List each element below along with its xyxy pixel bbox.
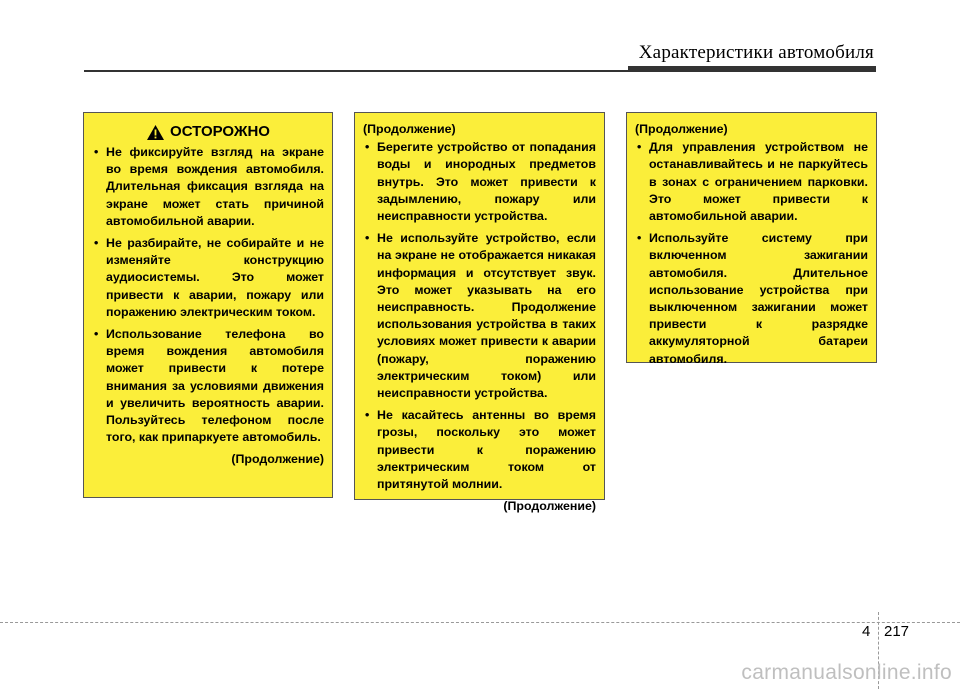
page-number: 217	[884, 623, 910, 640]
continued-label: (Продолжение)	[503, 499, 596, 514]
header-title: Характеристики автомобиля	[638, 42, 874, 63]
caution-list-2	[363, 139, 596, 493]
header-rule-accent	[628, 66, 876, 71]
caution-list-3	[635, 139, 868, 368]
warning-triangle-icon	[146, 124, 165, 141]
list-item: • Не разбирайте, не собирайте и не изменяйте конструкцию аудиосистемы. Это может привести к аварии, пожару или поражению электрическим током.	[94, 236, 324, 319]
list-item: • Не касайтесь антенны во время грозы, поскольку это может привести к поражению электрическим током от притянутой молнии.	[365, 408, 596, 492]
caution-box-3	[626, 112, 877, 366]
caution-heading	[92, 123, 324, 141]
watermark: carmanualsonline.info	[741, 661, 952, 684]
chapter-number: 4	[862, 623, 871, 640]
list-item: • Не фиксируйте взгляд на экране во время вождения автомобиля. Длительная фиксация взгляда на экране может стать причиной автомобильной аварии.	[94, 145, 324, 228]
continued-label: (Продолжение)	[635, 122, 728, 136]
list-item: • Используйте систему при включенном зажигании автомобиля. Длительное использование устройства при выключенном зажигании может привести к разрядке аккумуляторной батареи автомобиля.	[637, 231, 868, 366]
caution-title: ОСТОРОЖНО	[170, 123, 270, 140]
footer-divider	[0, 622, 960, 623]
continued-label: (Продолжение)	[363, 122, 456, 136]
list-item: • Берегите устройство от попадания воды и инородных предметов внутрь. Это может привести к задымлению, пожару или неисправности устройства.	[365, 140, 596, 224]
caution-list-1	[92, 144, 324, 446]
caution-box-2	[354, 112, 605, 514]
list-item: • Использование телефона во время вождения автомобиля может привести к потере внимания за условиями движения и увеличить вероятность аварии. Пользуйтесь телефоном после того, как припаркуете автомобиль.	[94, 327, 324, 445]
continued-label: (Продолжение)	[231, 452, 324, 467]
list-item: • Для управления устройством не останавливайтесь и не паркуйтесь в зонах с ограничением парковки. Это может привести к автомобильной аварии.	[637, 140, 868, 224]
list-item: • Не используйте устройство, если на экране не отображается никакая информация и отсутствует звук. Это может указывать на его неисправность. Продолжение использования устройства в таких условиях может привести к аварии (пожару, поражению электрическим током) или неисправности устройства.	[365, 231, 596, 401]
caution-box-1	[83, 112, 333, 498]
